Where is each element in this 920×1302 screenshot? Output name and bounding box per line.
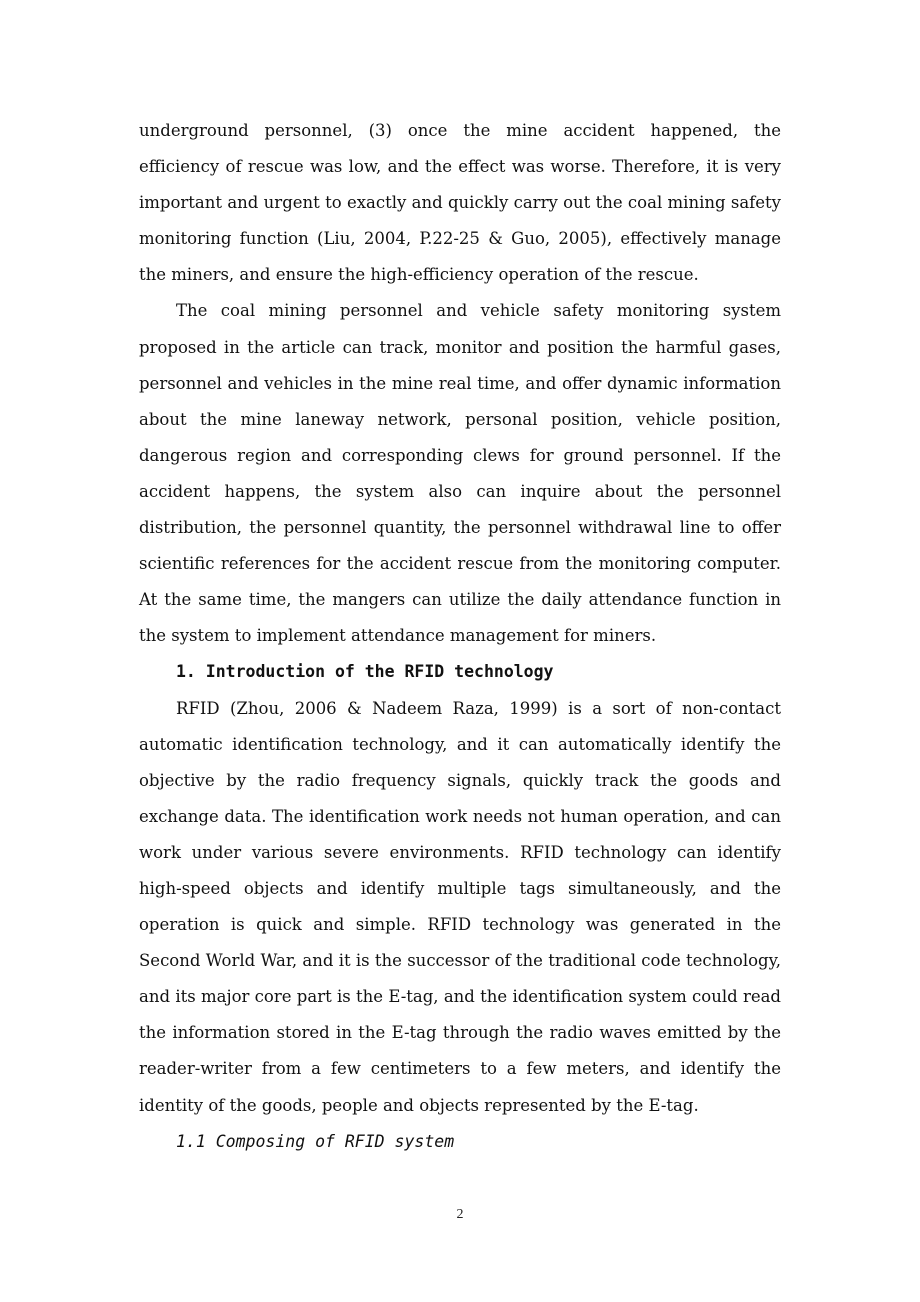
section-heading-rfid-introduction: 1. Introduction of the RFID technology <box>176 662 554 682</box>
page-body <box>139 113 781 1160</box>
paragraph-continuation: underground personnel, (3) once the mine accident happened, the efficiency of rescue was low, and the effect was worse. Therefore, it is very important and urgent to exactly and quickly carry out the coal mining safety monitoring function (Liu, 2004, P.22-25 & Guo, 2005), effectively manage the miners, and ensure the high-efficiency operation of the rescue. <box>139 121 781 285</box>
page-number: 2 <box>456 1207 464 1222</box>
paragraph-system-overview: The coal mining personnel and vehicle safety monitoring system proposed in the article can track, monitor and position the harmful gases, personnel and vehicles in the mine real time, and offer dynamic information about the mine laneway network, personal position, vehicle position, dangerous region and corresponding clews for ground personnel. If the accident happens, the system also can inquire about the personnel distribution, the personnel quantity, the personnel withdrawal line to offer scientific references for the accident rescue from the monitoring computer. At the same time, the mangers can utilize the daily attendance function in the system to implement attendance management for miners. <box>139 301 781 646</box>
subsection-heading-rfid-system: 1.1 Composing of RFID system <box>176 1131 455 1151</box>
paragraph-rfid-intro: RFID (Zhou, 2006 & Nadeem Raza, 1999) is a sort of non-contact automatic identification technology, and it can automatically identify the objective by the radio frequency signals, quickly track the goods and exchange data. The identification work needs not human operation, and can work under various severe environments. RFID technology can identify high-speed objects and identify multiple tags simultaneously, and the operation is quick and simple. RFID technology was generated in the Second World War, and it is the successor of the traditional code technology, and its major core part is the E-tag, and the identification system could read the information stored in the E-tag through the radio waves emitted by the reader-writer from a few centimeters to a few meters, and identify the identity of the goods, people and objects represented by the E-tag. <box>139 698 781 1115</box>
